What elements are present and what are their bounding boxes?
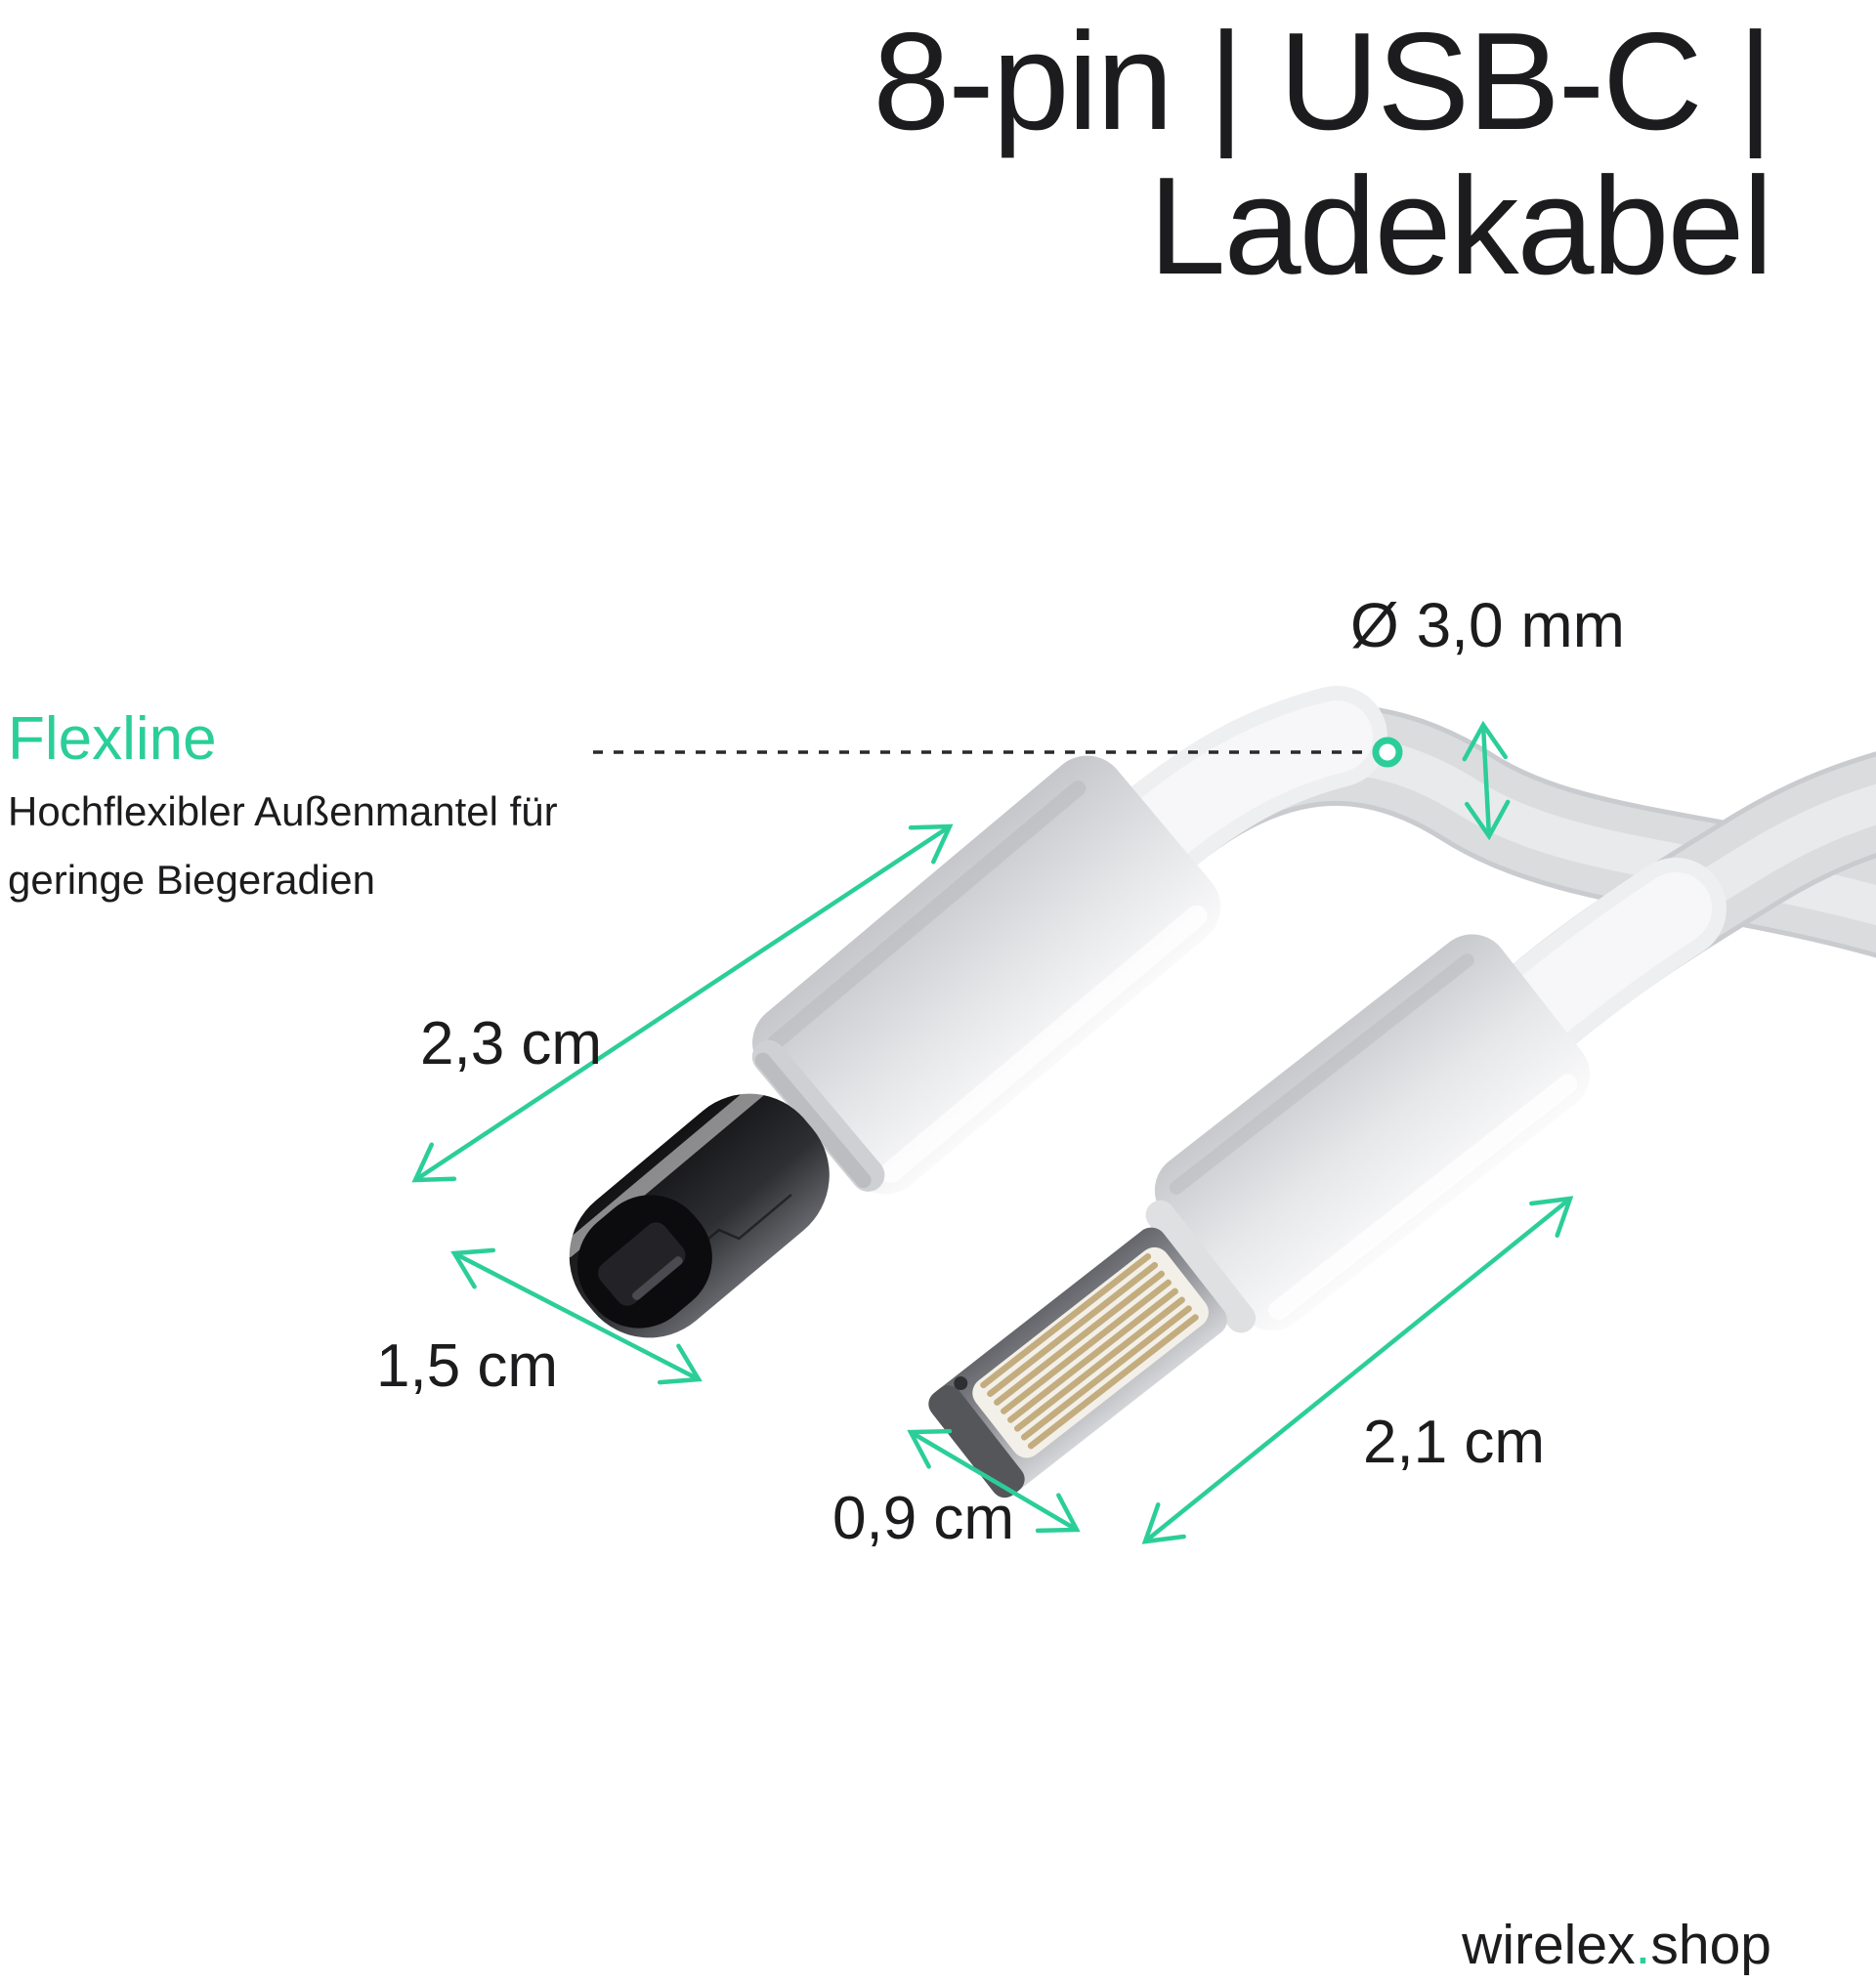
- brand-wordmark: [1462, 1913, 1771, 1977]
- flexline-description-line1: Hochflexibler Außenmantel für: [8, 788, 558, 834]
- flexline-description-line2: geringe Biegeradien: [8, 857, 375, 903]
- brand-dot: .: [1635, 1914, 1651, 1976]
- product-title: [873, 4, 1771, 304]
- flexline-pointer-ring: [1376, 740, 1399, 764]
- brand-suffix: shop: [1650, 1914, 1771, 1976]
- product-title-line1: 8-pin | USB-C |: [873, 4, 1771, 159]
- cable-diameter-label: Ø 3,0 mm: [1350, 590, 1625, 660]
- product-title-line2: Ladekabel: [1148, 148, 1771, 304]
- usbc-body-length-label: 2,3 cm: [420, 1010, 603, 1077]
- flexline-heading: Flexline: [8, 705, 217, 773]
- lightning-plug-length-label: 0,9 cm: [832, 1485, 1015, 1552]
- usbc-plug-length-label: 1,5 cm: [376, 1332, 559, 1400]
- lightning-body-length-label: 2,1 cm: [1363, 1409, 1546, 1476]
- brand-prefix: wirelex: [1462, 1914, 1636, 1976]
